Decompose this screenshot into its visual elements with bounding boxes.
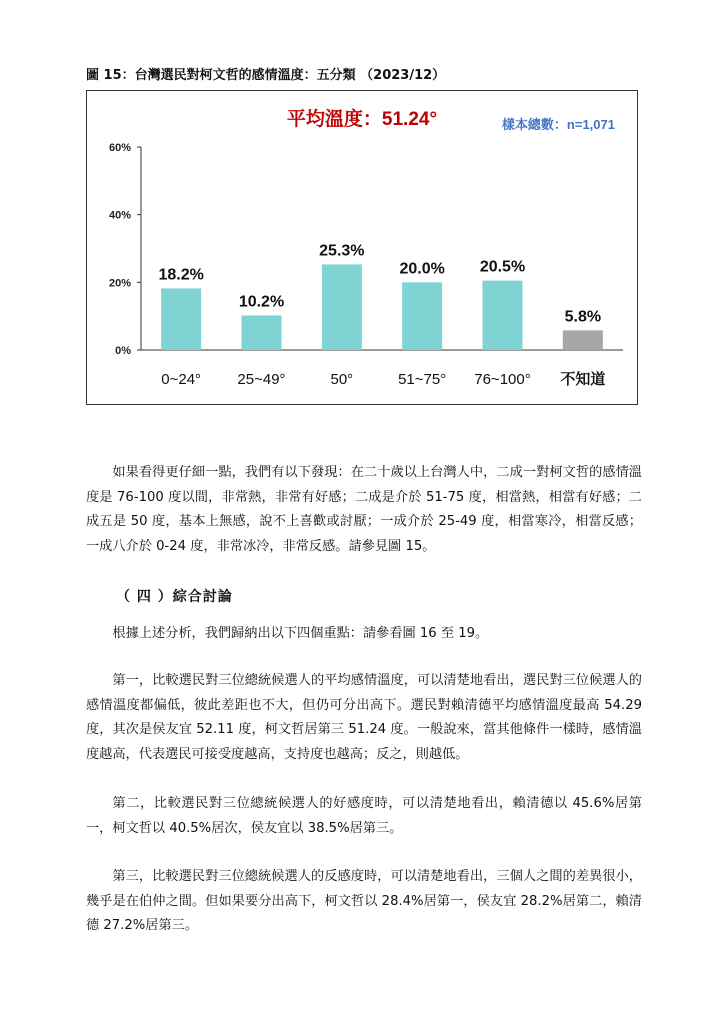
bar-value-label: 25.3% [319,242,365,260]
paragraph-findings: 如果看得更仔細一點，我們有以下發現：在二十歲以上台灣人中，二成一對柯文哲的感情溫度是 76-100 度以間，非常熱，非常有好感；二成是介於 51-75 度，相當熱，相當有好感；二成五是 50 度，基本上無感，說不上喜歡或討厭；一成介於 25-49 度，相當寒冷，相當反感；一成八介於 0-24 度，非常冰冷，非常反感。請參見圖 15。 [86,465,642,554]
y-tick-label: 40% [108,209,131,222]
bar-value-label: 20.0% [399,260,445,278]
bar-value-label: 20.5% [479,258,526,276]
x-category-label: 不知道 [560,371,606,388]
x-category-label: 25~49° [237,371,286,388]
bar-value-label: 18.2% [158,266,204,284]
bar [563,330,603,350]
y-tick-label: 20% [108,277,131,290]
x-category-label: 51~75° [398,371,447,388]
x-category-label: 0~24° [161,371,202,388]
bar [161,288,201,350]
bar [242,315,282,350]
bar [322,264,362,350]
y-tick-label: 60% [108,142,131,154]
section-heading: （ 四 ）綜合討論 [116,589,233,605]
bar-chart-frame [86,90,638,405]
figure-title: 圖 15：台灣選民對柯文哲的感情溫度：五分類 （2023/12） [86,68,446,83]
x-category-label: 50° [330,371,354,388]
chart-title: 平均溫度：51.24° [286,109,438,130]
paragraph-point-one: 第一，比較選民對三位總統候選人的平均感情溫度，可以清楚地看出，選民對三位候選人的感情溫度都偏低，彼此差距也不大，但仍可分出高下。選民對賴清德平均感情溫度最高 54.29 度，其次是侯友宜 52.11 度，柯文哲居第三 51.24 度。一般說來，當其他條件一樣時，感情溫度越高，代表選民可接受度越高，支持度也越高；反之，則越低。 [86,673,642,762]
sample-size-note: 樣本總數：n=1,071 [501,117,615,132]
x-category-label: 76~100° [474,371,531,388]
y-tick-label: 0% [115,345,131,357]
bar [402,282,442,350]
paragraph-point-three: 第三，比較選民對三位總統候選人的反感度時，可以清楚地看出，三個人之間的差異很小，幾乎是在伯仲之間。但如果要分出高下，柯文哲以 28.4%居第一，侯友宜 28.2%居第二，賴清德 27.2%居第三。 [86,869,642,933]
bar [483,281,523,350]
bar-value-label: 10.2% [238,293,285,311]
paragraph-summary-intro: 根據上述分析，我們歸納出以下四個重點：請參看圖 16 至 19。 [112,626,489,641]
temperature-bar-chart [87,91,637,403]
paragraph-point-two: 第二，比較選民對三位總統候選人的好感度時，可以清楚地看出，賴清德以 45.6%居第一，柯文哲以 40.5%居次，侯友宜以 38.5%居第三。 [86,796,642,836]
bar-value-label: 5.8% [564,308,602,326]
